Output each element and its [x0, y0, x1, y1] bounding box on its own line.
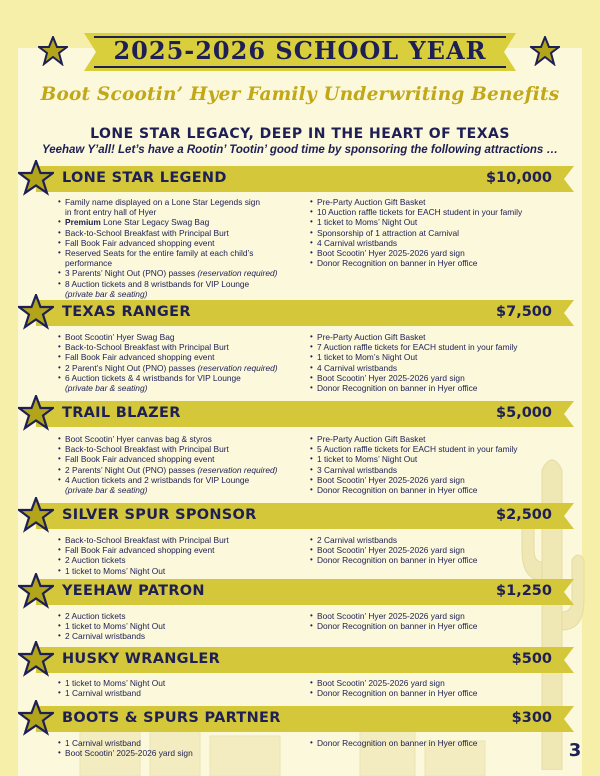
tier-banner [36, 300, 574, 326]
benefit-item: • 5 Auction raffle tickets for EACH student in your family [310, 444, 546, 454]
benefit-item: • 1 Carnival wristband [58, 688, 304, 698]
tier-price: $300 [511, 710, 552, 726]
tier-name: HUSKY WRANGLER [62, 651, 221, 667]
benefit-item: • 3 Parents’ Night Out (PNO) passes (reservation required) [58, 268, 304, 278]
tier-name: LONE STAR LEGEND [62, 170, 227, 186]
benefit-item: • 8 Auction tickets and 8 wristbands for VIP Lounge [58, 279, 304, 289]
tier-name: TRAIL BLAZER [62, 405, 181, 421]
corner-star-icon-left [38, 36, 68, 66]
benefit-item: • Premium Lone Star Legacy Swag Bag [58, 217, 304, 227]
benefit-item: • Back-to-School Breakfast with Principal Burt [58, 228, 304, 238]
tier-price: $2,500 [496, 507, 552, 523]
star-icon [18, 160, 54, 196]
benefit-item-continued: (private bar & seating) [65, 485, 148, 496]
benefit-item: • Reserved Seats for the entire family at each child’s [58, 248, 304, 258]
year-title: 2025-2026 SCHOOL YEAR [113, 36, 487, 65]
corner-star-icon-right [530, 36, 560, 66]
script-title: Boot Scootin’ Hyer Family Underwriting Benefits [40, 84, 560, 105]
benefit-item-continued: performance [65, 258, 113, 269]
benefit-item: • Boot Scootin’ Hyer canvas bag & styros [58, 434, 304, 444]
tier-price: $10,000 [485, 170, 552, 186]
star-icon [18, 395, 54, 431]
tier-banner [36, 166, 574, 192]
benefit-item: • 4 Carnival wristbands [310, 363, 546, 373]
benefit-item: • Boot Scootin’ Hyer Swag Bag [58, 332, 304, 342]
benefit-item: • 1 Carnival wristband [58, 738, 304, 748]
tier-banner [36, 401, 574, 427]
benefit-item: • 10 Auction raffle tickets for EACH student in your family [310, 207, 546, 217]
benefit-item: • 1 ticket to Moms’ Night Out [310, 454, 546, 464]
benefit-item: • 2 Auction tickets [58, 611, 304, 621]
star-icon [18, 497, 54, 533]
benefit-item: • Pre-Party Auction Gift Basket [310, 197, 546, 207]
tier-price: $500 [511, 651, 552, 667]
benefit-item: • 1 ticket to Moms’ Night Out [58, 678, 304, 688]
benefit-item: • Sponsorship of 1 attraction at Carnival [310, 228, 546, 238]
benefit-item: • 2 Carnival wristbands [58, 631, 304, 641]
benefit-item: • 7 Auction raffle tickets for EACH student in your family [310, 342, 546, 352]
benefit-item: • Boot Scootin’ 2025-2026 yard sign [310, 678, 546, 688]
benefit-item: • Back-to-School Breakfast with Principal Burt [58, 444, 304, 454]
benefit-item: • Back-to-School Breakfast with Principal Burt [58, 342, 304, 352]
benefit-item: • Boot Scootin’ 2025-2026 yard sign [58, 748, 304, 758]
benefit-item: • 4 Auction tickets and 2 wristbands for VIP Lounge [58, 475, 304, 485]
star-icon [18, 294, 54, 330]
benefit-item: • Donor Recognition on banner in Hyer office [310, 383, 546, 393]
benefit-item-continued: (private bar & seating) [65, 288, 148, 299]
star-icon [18, 641, 54, 677]
subtitle: LONE STAR LEGACY, DEEP IN THE HEART OF TEXAS [90, 126, 510, 142]
benefit-item: • Boot Scootin’ Hyer 2025-2026 yard sign [310, 248, 546, 258]
tier-name: YEEHAW PATRON [62, 583, 205, 599]
benefit-item-continued: in front entry hall of Hyer [65, 207, 157, 218]
benefit-item: • Donor Recognition on banner in Hyer office [310, 738, 546, 748]
benefit-item: • Donor Recognition on banner in Hyer office [310, 485, 546, 495]
tier-price: $1,250 [496, 583, 552, 599]
tier-name: BOOTS & SPURS PARTNER [62, 710, 281, 726]
benefit-item: • Back-to-School Breakfast with Principal Burt [58, 535, 304, 545]
benefit-item: • 6 Auction tickets & 4 wristbands for VIP Lounge [58, 373, 304, 383]
benefit-item: • 4 Carnival wristbands [310, 238, 546, 248]
benefit-item: • 2 Parent’s Night Out (PNO) passes (reservation required) [58, 363, 304, 373]
tier-banner [36, 647, 574, 673]
tier-banner [36, 579, 574, 605]
benefit-item: • Fall Book Fair advanced shopping event [58, 454, 304, 464]
tier-banner [36, 503, 574, 529]
benefit-item: • Boot Scootin’ Hyer 2025-2026 yard sign [310, 545, 546, 555]
benefit-item: • Donor Recognition on banner in Hyer office [310, 688, 546, 698]
star-icon [18, 700, 54, 736]
benefit-item: • Family name displayed on a Lone Star Legends sign [58, 197, 304, 207]
benefit-item: • Donor Recognition on banner in Hyer office [310, 555, 546, 565]
benefit-item: • 3 Carnival wristbands [310, 465, 546, 475]
benefit-item: • 1 ticket to Moms’ Night Out [310, 217, 546, 227]
year-banner [84, 33, 516, 71]
tier-banner [36, 706, 574, 732]
tagline: Yeehaw Y’all! Let’s have a Rootin’ Tootin’ good time by sponsoring the following attractions … [41, 144, 559, 156]
benefit-item: • Pre-Party Auction Gift Basket [310, 434, 546, 444]
tier-name: SILVER SPUR SPONSOR [62, 507, 257, 523]
benefit-item: • Donor Recognition on banner in Hyer office [310, 258, 546, 268]
benefit-item: • Boot Scootin’ Hyer 2025-2026 yard sign [310, 611, 546, 621]
tier-price: $7,500 [496, 304, 552, 320]
benefit-item: • 1 ticket to Moms’ Night Out [58, 621, 304, 631]
benefit-item: • Donor Recognition on banner in Hyer office [310, 621, 546, 631]
benefit-item: • 2 Auction tickets [58, 555, 304, 565]
benefit-item: • Boot Scootin’ Hyer 2025-2026 yard sign [310, 373, 546, 383]
tier-price: $5,000 [496, 405, 552, 421]
page-number: 3 [568, 740, 582, 761]
benefit-item: • Fall Book Fair advanced shopping event [58, 352, 304, 362]
benefit-item: • 1 ticket to Moms’ Night Out [58, 566, 304, 576]
tier-name: TEXAS RANGER [62, 304, 191, 320]
benefit-item: • Pre-Party Auction Gift Basket [310, 332, 546, 342]
benefit-item: • Fall Book Fair advanced shopping event [58, 545, 304, 555]
benefit-item: • 1 ticket to Mom’s Night Out [310, 352, 546, 362]
benefit-item: • Boot Scootin’ Hyer 2025-2026 yard sign [310, 475, 546, 485]
benefit-item: • 2 Parents’ Night Out (PNO) passes (reservation required) [58, 465, 304, 475]
benefit-item: • 2 Carnival wristbands [310, 535, 546, 545]
benefit-item: • Fall Book Fair advanced shopping event [58, 238, 304, 248]
benefit-item-continued: (private bar & seating) [65, 383, 148, 394]
star-icon [18, 573, 54, 609]
